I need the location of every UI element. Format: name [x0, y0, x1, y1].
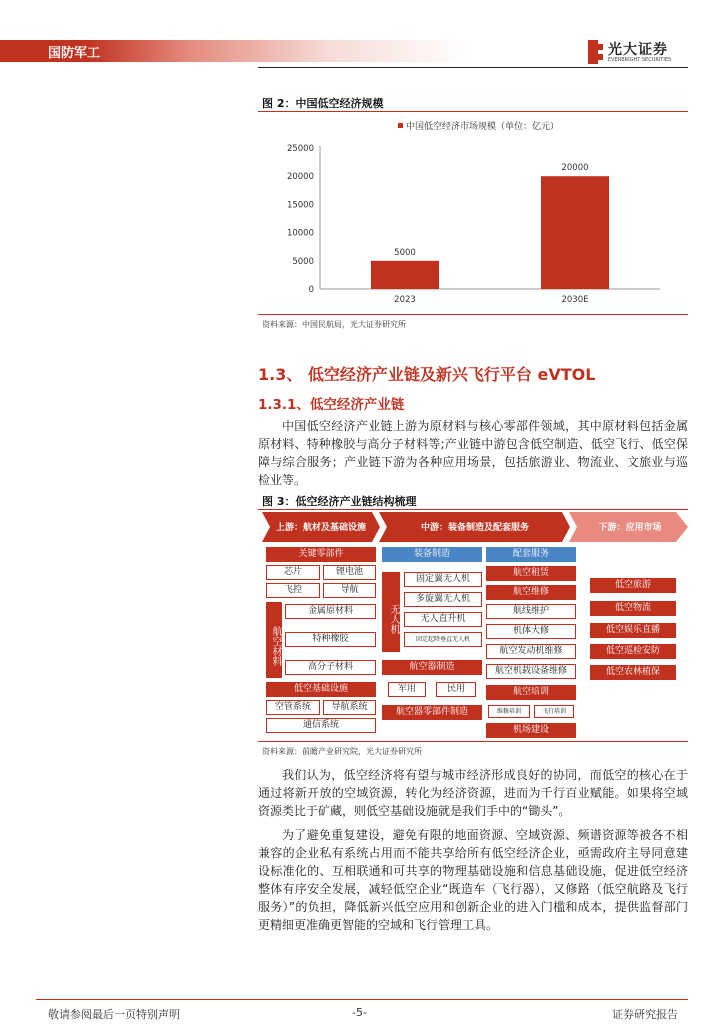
footer-disclaimer: 敬请参阅最后一页特别声明 — [48, 1008, 180, 1021]
legend-swatch — [398, 123, 403, 128]
nav-sys-box: 导航系统 — [323, 700, 376, 715]
company-logo — [588, 40, 688, 66]
training-header: 航空培训 — [486, 685, 576, 700]
bar — [541, 176, 609, 289]
flight-train-box: 飞行培训 — [534, 705, 574, 718]
multi-uav-box: 多旋翼无人机 — [404, 592, 482, 607]
section-tag-label: 国防军工 — [48, 46, 101, 61]
military-box: 军用 — [388, 682, 426, 697]
figure3-source: 资料来源：前瞻产业研究院，光大证券研究所 — [262, 747, 422, 756]
airport-box: 机场建设 — [486, 723, 576, 738]
tourism-box: 低空旅游 — [590, 578, 676, 593]
header-divider — [258, 67, 688, 68]
key-parts-header: 关键零部件 — [266, 547, 376, 562]
body-repair-box: 机体大修 — [486, 624, 576, 639]
paragraph-shared-infra-text: 为了避免重复建设，避免有限的地面资源、空域资源、频谱资源等被各不相兼容的企业私有系统占用而不能共享给所有低空经济企业，亟需政府主导同意建设标准化的、互相联通和可共享的物理基础设施和信息基础设施，促进低空经济整体有序安全发展，减轻低空企业“既造车（飞行器），又修路（低空航路及飞行服务）”的负担，降低新兴低空应用和创新企业的进入门槛和成本，提供监督部门更精细更准确更智能的空域和飞行管理工具。 — [258, 828, 688, 932]
upstream-label: 上游：航材及基础设施 — [275, 523, 366, 533]
chip-box: 芯片 — [266, 565, 320, 580]
line-maint-box: 航线维护 — [486, 604, 576, 619]
y-tick-label: 15000 — [286, 200, 314, 211]
agri-box: 低空农林植保 — [590, 665, 676, 680]
section-tag — [0, 40, 470, 62]
logo-subtext: EVERBRIGHT SECURITIES — [608, 57, 672, 63]
civil-box: 民用 — [436, 682, 476, 697]
data-label: 20000 — [561, 163, 589, 174]
legend-label: 中国低空经济市场规模（单位：亿元） — [406, 122, 560, 132]
paragraph-chain-intro-text: 中国低空经济产业链上游为原材料与核心零部件领域，其中原材料包括金属原材料、特种橡胶与高分子材料等;产业链中游包含低空制造、低空飞行、低空保障与综合服务；产业链下游为各种应用场景，包括旅游业、物流业、文旅业与巡检业等。 — [258, 419, 688, 487]
paragraph-infrastructure — [258, 766, 688, 820]
logo-text: 光大证券 — [608, 42, 668, 58]
figure2-bottom-rule — [258, 314, 688, 315]
data-label: 5000 — [394, 247, 416, 258]
navigation-box: 导航 — [323, 583, 376, 598]
downstream-label: 下游：应用市场 — [598, 523, 662, 533]
figure2-title-rule — [258, 111, 688, 112]
y-tick-label: 10000 — [286, 228, 314, 239]
logo-mark-icon — [588, 40, 604, 64]
section-heading-1-3: 1.3、 低空经济产业链及新兴飞行平台 eVTOL — [258, 365, 596, 384]
aero-material-label: 航空材料 — [266, 602, 282, 678]
figure3-bottom-rule — [258, 741, 688, 742]
airborne-maint-box: 航空机载设备维修 — [486, 664, 576, 679]
rubber-box: 特种橡胶 — [285, 632, 376, 647]
infra-header: 低空基础设施 — [266, 682, 376, 697]
patrol-box: 低空巡检安防 — [590, 644, 676, 659]
leasing-box: 航空租赁 — [486, 566, 576, 581]
aircraft-mfg-header: 航空器制造 — [382, 660, 482, 675]
midstream-label: 中游：装备制造及配套服务 — [420, 523, 529, 533]
metal-box: 金属原材料 — [285, 604, 376, 619]
entertain-box: 低空娱乐直播 — [590, 623, 676, 638]
maint-train-box: 维修培训 — [488, 705, 530, 718]
engine-maint-box: 航空发动机维修 — [486, 644, 576, 659]
y-tick-label: 0 — [308, 285, 314, 295]
industry-chain-diagram — [262, 512, 688, 740]
bar — [371, 261, 439, 289]
y-tick-label: 5000 — [292, 256, 314, 267]
comm-box: 通信系统 — [266, 718, 376, 733]
support-header: 配套服务 — [486, 547, 576, 562]
footer-report-type: 证券研究报告 — [612, 1008, 678, 1021]
page-number: -5- — [352, 1006, 367, 1019]
market-size-chart — [258, 114, 688, 314]
battery-box: 锂电池 — [323, 565, 376, 580]
figure3-title: 图 3：低空经济产业链结构梳理 — [262, 495, 417, 508]
logistics-box: 低空物流 — [590, 601, 676, 616]
figure2-source: 资料来源：中国民航局，光大证券研究所 — [262, 320, 406, 329]
equip-mfg-header: 装备制造 — [382, 547, 482, 562]
vtol-uav-box: 固定起降垂直无人机 — [404, 632, 482, 647]
flight-control-box: 飞控 — [266, 583, 320, 598]
figure2-title: 图 2：中国低空经济规模 — [262, 97, 384, 110]
fixed-uav-box: 固定翼无人机 — [404, 572, 482, 587]
paragraph-infrastructure-text: 我们认为，低空经济将有望与城市经济形成良好的协同，而低空的核心在于通过将新开放的空域资源，转化为经济资源，进而为千行百业赋能。如果将空域资源类比于矿藏，则低空基础设施就是我们手中的“锄头”。 — [258, 768, 688, 818]
section-heading-1-3-1: 1.3.1、低空经济产业链 — [258, 397, 405, 413]
uav-label: 无人机 — [382, 572, 400, 652]
figure3-title-rule — [258, 509, 688, 510]
polymer-box: 高分子材料 — [285, 660, 376, 675]
parts-mfg-header: 航空器零部件制造 — [382, 705, 482, 720]
y-tick-label: 25000 — [286, 144, 314, 154]
paragraph-shared-infra — [258, 826, 688, 934]
maint-header: 航空维修 — [486, 585, 576, 600]
x-tick-label: 2023 — [394, 295, 416, 305]
atc-box: 空管系统 — [266, 700, 320, 715]
x-tick-label: 2030E — [561, 295, 589, 305]
heli-uav-box: 无人直升机 — [404, 612, 482, 627]
y-tick-label: 20000 — [286, 172, 314, 183]
paragraph-chain-intro — [258, 417, 688, 489]
footer-divider — [36, 999, 688, 1000]
